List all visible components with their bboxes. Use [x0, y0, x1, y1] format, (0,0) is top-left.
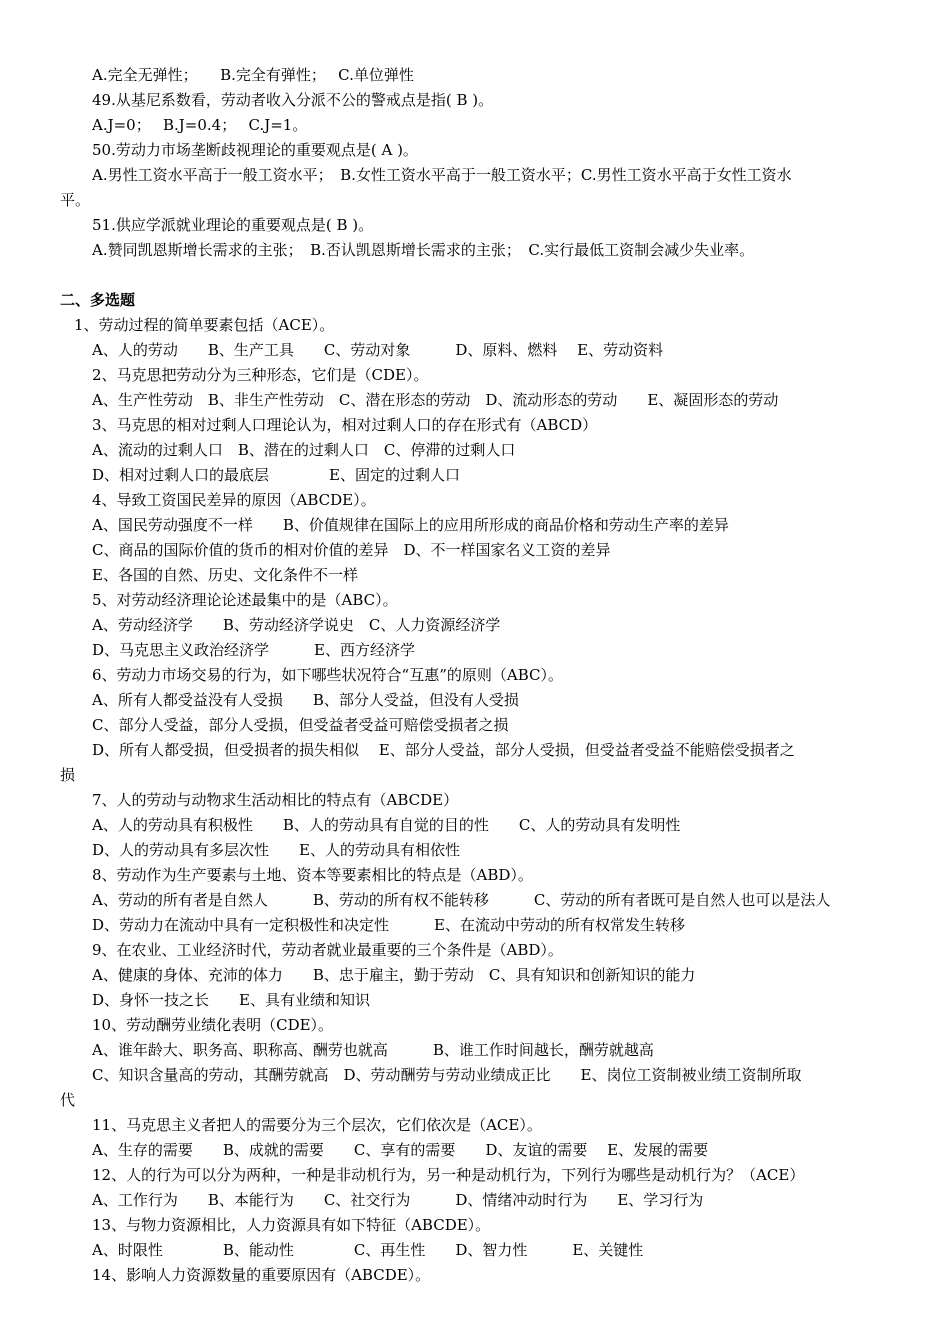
text-line: D、所有人都受损，但受损者的损失相似 E、部分人受益，部分人受损，但受益者受益不能赔偿受损者之	[92, 741, 795, 759]
text-line: A.男性工资水平高于一般工资水平； B.女性工资水平高于一般工资水平；C.男性工资水平高于女性工资水	[92, 166, 792, 184]
text-line: A、劳动的所有者是自然人 B、劳动的所有权不能转移 C、劳动的所有者既可是自然人也可以是法人	[92, 891, 831, 909]
text-line: A、所有人都受益没有人受损 B、部分人受益，但没有人受损	[92, 691, 519, 709]
question-13: 13、与物力资源相比，人力资源具有如下特征（ABCDE）。	[92, 1216, 491, 1234]
text-line: A、人的劳动 B、生产工具 C、劳动对象 D、原料、燃料 E、劳动资料	[92, 341, 664, 359]
text-line: 代	[60, 1091, 76, 1109]
text-line: A、人的劳动具有积极性 B、人的劳动具有自觉的目的性 C、人的劳动具有发明性	[92, 816, 681, 834]
question-5: 5、对劳动经济理论论述最集中的是（ABC）。	[92, 591, 398, 609]
text-line: D、劳动力在流动中具有一定积极性和决定性 E、在流动中劳动的所有权常发生转移	[92, 916, 685, 934]
text-line: C、知识含量高的劳动，其酬劳就高 D、劳动酬劳与劳动业绩成正比 E、岗位工资制被业绩工资制所取	[92, 1066, 802, 1084]
question-11: 11、马克思主义者把人的需要分为三个层次，它们依次是（ACE）。	[92, 1116, 542, 1134]
question-4: 4、导致工资国民差异的原因（ABCDE）。	[92, 491, 376, 509]
question-8: 8、劳动作为生产要素与土地、资本等要素相比的特点是（ABD）。	[92, 866, 533, 884]
text-line: A、健康的身体、充沛的体力 B、忠于雇主，勤于劳动 C、具有知识和创新知识的能力	[92, 966, 696, 984]
text-line: C、商品的国际价值的货币的相对价值的差异 D、不一样国家名义工资的差异	[92, 541, 611, 559]
text-line: A.完全无弹性； B.完全有弹性； C.单位弹性	[92, 66, 414, 84]
text-line: A、生产性劳动 B、非生产性劳动 C、潜在形态的劳动 D、流动形态的劳动 E、凝固形态的劳动	[92, 391, 779, 409]
question-49: 49.从基尼系数看，劳动者收入分派不公的警戒点是指( B )。	[92, 91, 494, 109]
question-50: 50.劳动力市场垄断歧视理论的重要观点是( A )。	[92, 141, 418, 159]
text-line: D、相对过剩人口的最底层 E、固定的过剩人口	[92, 466, 460, 484]
text-line: A、流动的过剩人口 B、潜在的过剩人口 C、停滞的过剩人口	[92, 441, 516, 459]
text-line: A、生存的需要 B、成就的需要 C、享有的需要 D、友谊的需要 E、发展的需要	[92, 1141, 709, 1159]
text-line: D、马克思主义政治经济学 E、西方经济学	[92, 641, 415, 659]
text-line: E、各国的自然、历史、文化条件不一样	[92, 566, 358, 584]
text-line: A.J=0； B.J=0.4； C.J=1。	[92, 116, 308, 134]
question-12: 12、人的行为可以分为两种，一种是非动机行为，另一种是动机行为，下列行为哪些是动机行为？（ACE）	[92, 1166, 805, 1184]
text-line: A.赞同凯恩斯增长需求的主张； B.否认凯恩斯增长需求的主张； C.实行最低工资制会减少失业率。	[92, 241, 755, 259]
question-3: 3、马克思的相对过剩人口理论认为，相对过剩人口的存在形式有（ABCD）	[92, 416, 598, 434]
text-line: A、时限性 B、能动性 C、再生性 D、智力性 E、关键性	[92, 1241, 644, 1259]
text-line: A、劳动经济学 B、劳动经济学说史 C、人力资源经济学	[92, 616, 501, 634]
text-line: A、谁年龄大、职务高、职称高、酬劳也就高 B、谁工作时间越长，酬劳就越高	[92, 1041, 654, 1059]
text-line: D、人的劳动具有多层次性 E、人的劳动具有相依性	[92, 841, 460, 859]
question-7: 7、人的劳动与动物求生活动相比的特点有（ABCDE）	[92, 791, 459, 809]
question-1: 1、劳动过程的简单要素包括（ACE）。	[74, 316, 335, 334]
section-heading: 二、多选题	[60, 291, 136, 309]
text-line: A、国民劳动强度不一样 B、价值规律在国际上的应用所形成的商品价格和劳动生产率的差异	[92, 516, 729, 534]
question-14: 14、影响人力资源数量的重要原因有（ABCDE）。	[92, 1266, 431, 1284]
question-9: 9、在农业、工业经济时代，劳动者就业最重要的三个条件是（ABD）。	[92, 941, 563, 959]
text-line: D、身怀一技之长 E、具有业绩和知识	[92, 991, 370, 1009]
text-line: 平。	[60, 191, 91, 209]
question-10: 10、劳动酬劳业绩化表明（CDE）。	[92, 1016, 334, 1034]
text-line: A、工作行为 B、本能行为 C、社交行为 D、情绪冲动时行为 E、学习行为	[92, 1191, 704, 1209]
text-line: 损	[60, 766, 76, 784]
question-2: 2、马克思把劳动分为三种形态，它们是（CDE）。	[92, 366, 429, 384]
question-6: 6、劳动力市场交易的行为，如下哪些状况符合“互惠”的原则（ABC）。	[92, 666, 563, 684]
text-line: C、部分人受益，部分人受损，但受益者受益可赔偿受损者之损	[92, 716, 509, 734]
question-51: 51.供应学派就业理论的重要观点是( B )。	[92, 216, 374, 234]
